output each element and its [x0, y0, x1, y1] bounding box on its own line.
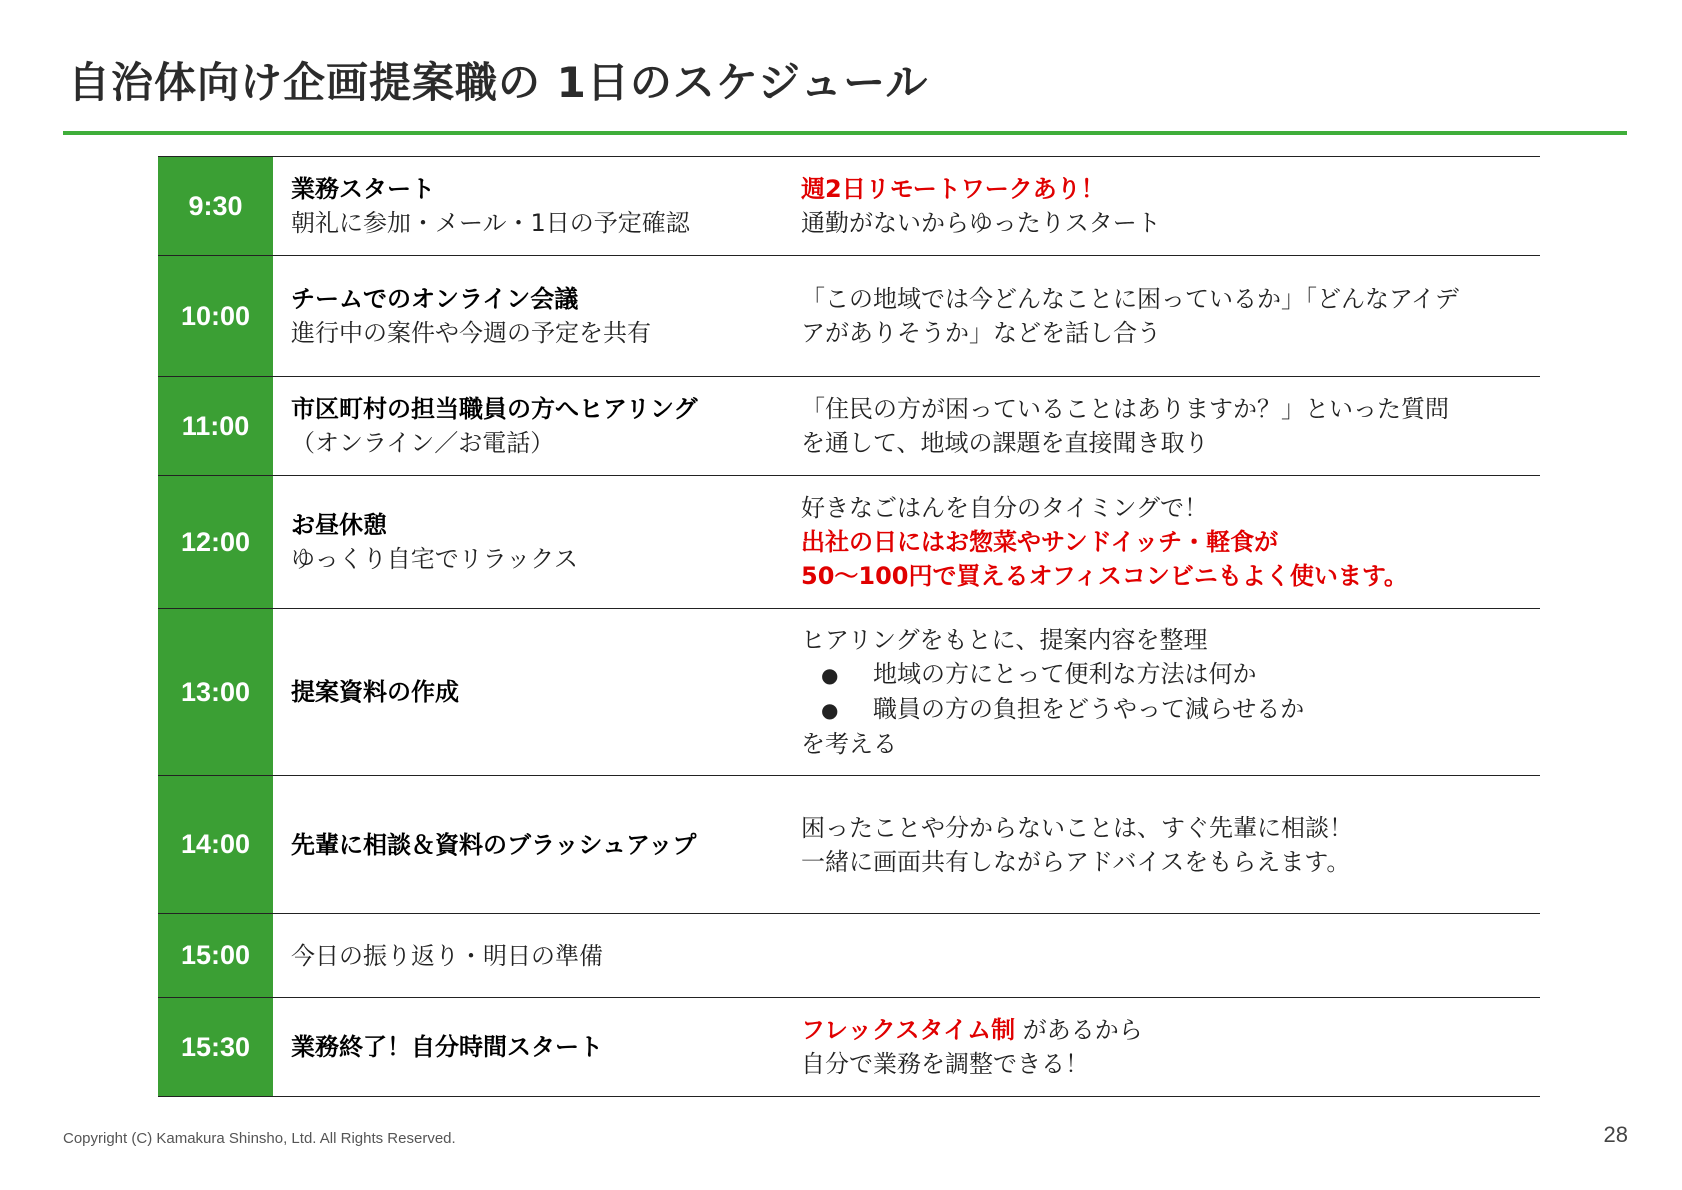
- note-line: 好きなごはんを自分のタイミングで！: [801, 494, 1209, 522]
- bullet-icon: ●: [821, 663, 839, 687]
- slide-title: 自治体向け企画提案職の 1日のスケジュール: [68, 58, 929, 107]
- task-cell: [273, 256, 796, 376]
- copyright-notice: Copyright (C) Kamakura Shinsho, Ltd. All Rights Reserved.: [63, 1130, 456, 1147]
- note-line: を考える: [801, 730, 897, 758]
- task-description: ゆっくり自宅でリラックス: [291, 545, 579, 573]
- task-title: 市区町村の担当職員の方へヒアリング: [291, 395, 698, 423]
- note-cell: [796, 998, 1540, 1096]
- task-cell: [273, 998, 796, 1096]
- time-cell: 14:00: [158, 776, 273, 913]
- note-cell: [796, 609, 1540, 775]
- title-divider: [63, 131, 1627, 135]
- note-cell: [796, 157, 1540, 255]
- note-cell: [796, 476, 1540, 608]
- note-line: アがありそうか」などを話し合う: [801, 319, 1161, 347]
- time-cell: 13:00: [158, 609, 273, 775]
- note-line: [801, 1013, 1510, 1047]
- schedule-row: [158, 609, 1540, 776]
- task-description: （オンライン／お電話）: [291, 429, 555, 457]
- note-cell: [796, 377, 1540, 475]
- schedule-row: [158, 998, 1540, 1097]
- note-highlight: 週2日リモートワークあり！: [801, 175, 1105, 203]
- time-cell: 15:30: [158, 998, 273, 1096]
- task-title: 業務終了！自分時間スタート: [291, 1033, 603, 1061]
- note-cell: [796, 776, 1540, 913]
- note-line: 自分で業務を調整できる！: [801, 1050, 1089, 1078]
- task-description: 朝礼に参加・メール・1日の予定確認: [291, 209, 690, 237]
- task-cell: [273, 776, 796, 913]
- task-cell: [273, 914, 796, 997]
- bullet-item: [801, 657, 1510, 692]
- note-line: ヒアリングをもとに、提案内容を整理: [801, 626, 1208, 654]
- task-title: 提案資料の作成: [291, 678, 459, 706]
- bullet-icon: ●: [821, 698, 839, 722]
- bullet-text: 職員の方の負担をどうやって減らせるか: [873, 695, 1305, 723]
- bullet-text: 地域の方にとって便利な方法は何か: [873, 660, 1257, 688]
- note-line: 「住民の方が困っていることはありますか？」といった質問: [801, 395, 1449, 423]
- task-title: お昼休憩: [291, 511, 387, 539]
- task-cell: [273, 157, 796, 255]
- task-description: 今日の振り返り・明日の準備: [291, 941, 603, 970]
- schedule-row: [158, 377, 1540, 476]
- note-line: を通して、地域の課題を直接聞き取り: [801, 429, 1209, 457]
- schedule-row: [158, 776, 1540, 914]
- schedule-row: [158, 476, 1540, 609]
- task-description: 進行中の案件や今週の予定を共有: [291, 319, 651, 347]
- note-line: 困ったことや分からないことは、すぐ先輩に相談！: [801, 813, 1353, 842]
- note-highlight: 出社の日にはお惣菜やサンドイッチ・軽食が: [801, 528, 1279, 556]
- note-cell: [796, 256, 1540, 376]
- time-cell: 11:00: [158, 377, 273, 475]
- note-highlight: フレックスタイム制: [801, 1016, 1016, 1044]
- schedule-row: [158, 157, 1540, 256]
- task-cell: [273, 476, 796, 608]
- task-title: 業務スタート: [291, 175, 435, 203]
- task-cell: [273, 377, 796, 475]
- task-cell: [273, 609, 796, 775]
- note-cell: [796, 914, 1540, 997]
- bullet-item: [801, 692, 1510, 727]
- schedule-row: [158, 914, 1540, 998]
- schedule-table: [158, 156, 1540, 1097]
- page-number: 28: [1603, 1122, 1628, 1147]
- time-cell: 10:00: [158, 256, 273, 376]
- note-line: 一緒に画面共有しながらアドバイスをもらえます。: [801, 847, 1351, 876]
- task-title: 先輩に相談＆資料のブラッシュアップ: [291, 830, 697, 859]
- note-line: 「この地域では今どんなことに困っているか」「どんなアイデ: [801, 285, 1459, 313]
- time-cell: 12:00: [158, 476, 273, 608]
- task-title: チームでのオンライン会議: [291, 285, 579, 313]
- time-cell: 9:30: [158, 157, 273, 255]
- note-highlight: 50〜100円で買えるオフィスコンビニもよく使います。: [801, 562, 1408, 590]
- time-cell: 15:00: [158, 914, 273, 997]
- schedule-row: [158, 256, 1540, 377]
- note-text: があるから: [1015, 1016, 1143, 1044]
- note-line: 通勤がないからゆったりスタート: [801, 209, 1161, 237]
